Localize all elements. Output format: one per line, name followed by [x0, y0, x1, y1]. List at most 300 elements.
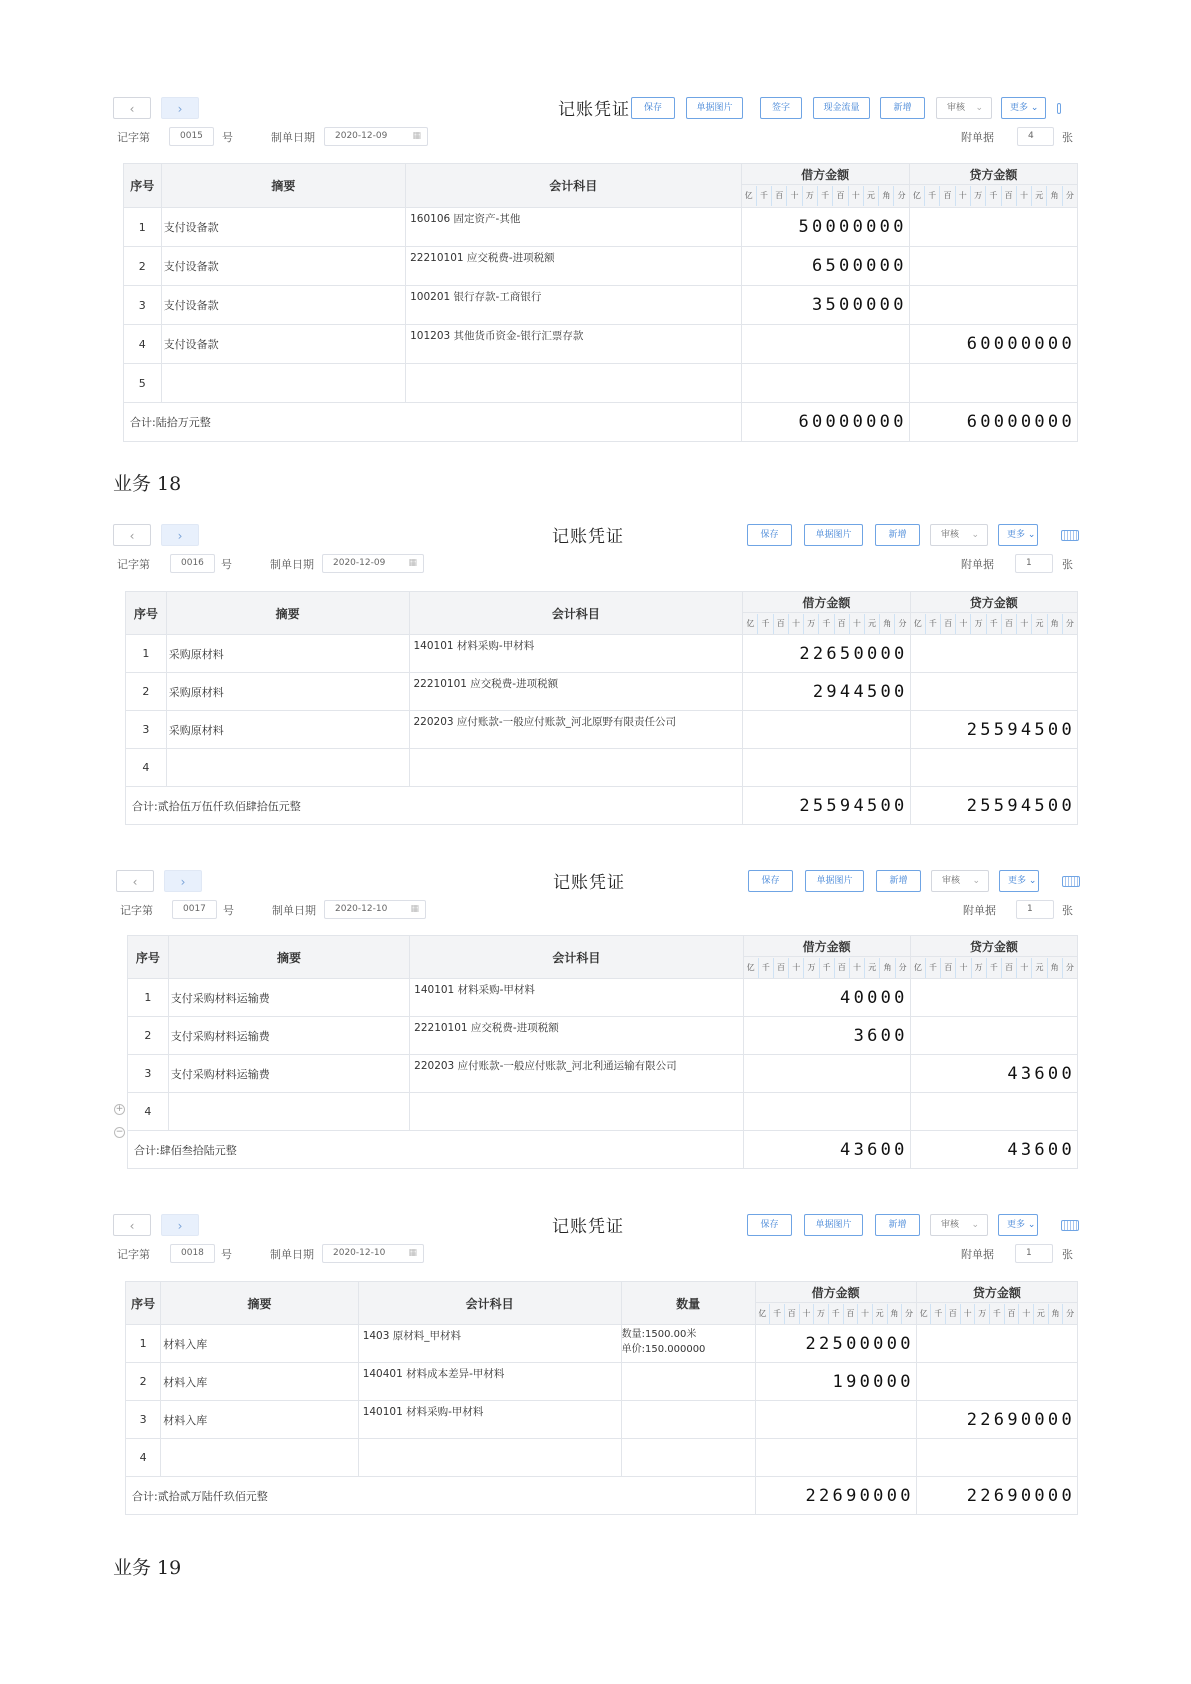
row-credit[interactable]: [910, 749, 1077, 787]
unit-label: 百: [832, 186, 847, 206]
sheets-label: 张: [1062, 131, 1073, 144]
date-label: 制单日期: [270, 1248, 314, 1261]
debit-header: 借方金额: [741, 164, 909, 185]
unit-label: 角: [1047, 958, 1062, 978]
voucher-word-label: 记字第: [117, 558, 150, 571]
row-debit[interactable]: 2944500: [743, 673, 910, 711]
voucher-0018: [113, 1210, 1080, 1266]
credit-header: 贷方金额: [910, 592, 1077, 613]
voucher-number-field[interactable]: 0015: [169, 127, 214, 146]
unit-label: 千: [828, 1304, 843, 1324]
account-header: 会计科目: [410, 936, 743, 979]
table-row[interactable]: [124, 364, 1078, 403]
attachments-field[interactable]: 1: [1016, 900, 1054, 919]
row-summary[interactable]: [161, 364, 406, 403]
receipt-image-button[interactable]: 单据图片: [686, 97, 743, 119]
review-select[interactable]: [931, 870, 989, 892]
seq-header: 序号: [126, 1282, 161, 1325]
row-debit[interactable]: 3500000: [741, 286, 909, 325]
more-button[interactable]: [998, 1214, 1038, 1236]
row-summary[interactable]: 材料入库: [161, 1363, 358, 1401]
total-credit-cell: 43600: [910, 1131, 1077, 1169]
save-button[interactable]: 保存: [748, 870, 793, 892]
row-credit[interactable]: [909, 364, 1077, 403]
remove-row-icon[interactable]: −: [115, 1127, 124, 1137]
voucher-0015: [113, 93, 1080, 149]
voucher-number-field[interactable]: 0017: [172, 900, 217, 919]
debit-unit-row: [755, 1303, 916, 1325]
row-summary[interactable]: 支付采购材料运输费: [168, 1055, 409, 1093]
row-debit[interactable]: 22500000: [755, 1325, 916, 1363]
voucher-toolbar: [116, 866, 1083, 898]
unit-label: 分: [1062, 1304, 1077, 1324]
voucher-table: [125, 1281, 1078, 1515]
business-label-18: 业务 18: [113, 473, 182, 495]
row-account[interactable]: 100201 银行存款-工商银行: [406, 286, 741, 325]
unit-labels: [756, 1304, 916, 1324]
table-row[interactable]: [124, 208, 1078, 247]
voucher-toolbar: [113, 1210, 1080, 1242]
row-account[interactable]: 22210101 应交税费-进项税额: [410, 1017, 743, 1055]
credit-unit-row: [910, 613, 1077, 635]
unit-label: 亿: [912, 191, 921, 200]
unit-label: 百: [939, 186, 954, 206]
more-label: 更多: [1008, 876, 1027, 886]
total-debit-cell: 25594500: [743, 787, 910, 825]
row-account[interactable]: 22210101 应交税费-进项税额: [409, 673, 743, 711]
date-value: 2020-12-10: [335, 904, 388, 914]
row-summary[interactable]: 材料入库: [161, 1401, 358, 1439]
next-button[interactable]: [161, 1214, 199, 1236]
credit-unit-row: [910, 957, 1077, 979]
unit-label: 百: [771, 186, 786, 206]
unit-label: 十: [799, 1304, 814, 1324]
unit-labels: [744, 958, 910, 978]
row-seq: 3: [128, 1055, 169, 1093]
row-quantity[interactable]: [621, 1439, 755, 1477]
chevron-left-icon: ‹: [129, 1219, 135, 1233]
row-summary[interactable]: 材料入库: [161, 1325, 358, 1363]
save-button[interactable]: 保存: [747, 524, 792, 546]
table-row[interactable]: [126, 1401, 1078, 1439]
row-account[interactable]: [409, 749, 743, 787]
row-credit[interactable]: [910, 635, 1077, 673]
total-debit-cell: 60000000: [741, 403, 909, 442]
table-row[interactable]: [126, 1439, 1078, 1477]
unit-label: 十: [1016, 186, 1031, 206]
date-label: 制单日期: [270, 558, 314, 571]
unit-label: 分: [893, 186, 908, 206]
save-button[interactable]: 保存: [747, 1214, 792, 1236]
voucher-title: 记账凭证: [553, 873, 625, 893]
date-value: 2020-12-10: [333, 1248, 386, 1258]
attachments-label: 附单据: [961, 558, 994, 571]
row-account[interactable]: 140101 材料采购-甲材料: [358, 1401, 621, 1439]
unit-label: 百: [945, 1304, 960, 1324]
review-select[interactable]: [936, 97, 992, 119]
unit-labels: [910, 186, 1077, 206]
unit-label: 分: [1062, 614, 1077, 634]
row-credit[interactable]: 60000000: [909, 325, 1077, 364]
table-row[interactable]: [126, 711, 1078, 749]
unit-label: 角: [879, 958, 894, 978]
calendar-icon: ▦: [408, 1248, 417, 1258]
attachments-label: 附单据: [961, 1248, 994, 1261]
unit-label: 千: [758, 958, 773, 978]
row-summary[interactable]: 支付设备款: [161, 286, 406, 325]
attachments-field[interactable]: 1: [1015, 1244, 1053, 1263]
table-row[interactable]: [124, 286, 1078, 325]
row-quantity[interactable]: [621, 1401, 755, 1439]
row-credit[interactable]: [909, 208, 1077, 247]
unit-label: 千: [757, 614, 772, 634]
unit-label: 元: [863, 186, 878, 206]
table-row[interactable]: [124, 325, 1078, 364]
unit-label: 万: [803, 958, 818, 978]
chevron-down-icon: ⌄: [1027, 530, 1036, 540]
row-debit[interactable]: [741, 325, 909, 364]
chevron-right-icon: ›: [177, 529, 183, 543]
next-button[interactable]: [164, 870, 202, 892]
unit-label: 十: [955, 614, 970, 634]
date-field[interactable]: [322, 554, 424, 573]
total-row: [128, 1131, 1078, 1169]
row-account[interactable]: 101203 其他货币资金-银行汇票存款: [406, 325, 741, 364]
row-summary[interactable]: 支付采购材料运输费: [168, 1017, 409, 1055]
row-summary[interactable]: 支付设备款: [161, 208, 406, 247]
row-quantity[interactable]: [621, 1363, 755, 1401]
date-label: 制单日期: [272, 904, 316, 917]
row-account[interactable]: 160106 固定资产-其他: [406, 208, 741, 247]
row-debit[interactable]: 3600: [743, 1017, 910, 1055]
unit-label: 万: [971, 958, 986, 978]
add-button[interactable]: 新增: [875, 1214, 920, 1236]
table-row[interactable]: [126, 749, 1078, 787]
row-account[interactable]: 140101 材料采购-甲材料: [410, 979, 743, 1017]
debit-unit-row: [743, 957, 910, 979]
table-row[interactable]: [126, 673, 1078, 711]
table-row[interactable]: [128, 1017, 1078, 1055]
voucher-title: 记账凭证: [558, 100, 630, 120]
chevron-down-icon: ⌄: [971, 1220, 979, 1230]
number-suffix-label: 号: [221, 558, 232, 571]
row-account[interactable]: 22210101 应交税费-进项税额: [406, 247, 741, 286]
calendar-icon: ▦: [410, 904, 419, 914]
prev-button[interactable]: [113, 1214, 151, 1236]
row-debit[interactable]: 190000: [755, 1363, 916, 1401]
row-summary[interactable]: 支付设备款: [161, 325, 406, 364]
row-credit[interactable]: [916, 1325, 1077, 1363]
summary-header: 摘要: [166, 592, 409, 635]
row-credit[interactable]: [909, 247, 1077, 286]
unit-label: 千: [989, 1304, 1004, 1324]
prev-button[interactable]: [113, 524, 151, 546]
row-debit[interactable]: [743, 711, 910, 749]
prev-button[interactable]: [116, 870, 154, 892]
row-summary[interactable]: 采购原材料: [166, 673, 409, 711]
row-seq: 2: [128, 1017, 169, 1055]
row-seq: 1: [124, 208, 162, 247]
unit-label: 十: [955, 958, 970, 978]
voucher-info-bar: [113, 1242, 1080, 1266]
total-text: 合计:贰拾贰万陆仟玖佰元整: [126, 1477, 756, 1515]
row-account[interactable]: 1403 原材料_甲材料: [358, 1325, 621, 1363]
row-account[interactable]: [406, 364, 741, 403]
account-header: 会计科目: [358, 1282, 621, 1325]
chevron-down-icon: ⌄: [972, 876, 980, 886]
chevron-right-icon: ›: [177, 1219, 183, 1233]
calendar-icon: ▦: [412, 131, 421, 141]
unit-label: 亿: [744, 191, 753, 200]
chevron-down-icon: ⌄: [1027, 1220, 1036, 1230]
total-row: [126, 787, 1078, 825]
table-row[interactable]: [126, 635, 1078, 673]
date-field[interactable]: [324, 127, 428, 146]
unit-label: 千: [819, 958, 834, 978]
unit-label: 元: [1031, 186, 1046, 206]
unit-label: 千: [818, 614, 833, 634]
unit-labels: [911, 614, 1077, 634]
unit-labels: [911, 958, 1077, 978]
unit-label: 亿: [746, 618, 755, 628]
row-seq: 5: [124, 364, 162, 403]
row-account[interactable]: 140401 材料成本差异-甲材料: [358, 1363, 621, 1401]
row-account[interactable]: 220203 应付账款-一般应付账款_河北原野有限责任公司: [409, 711, 743, 749]
unit-label: 千: [769, 1304, 784, 1324]
row-debit[interactable]: 22650000: [743, 635, 910, 673]
credit-unit-row: [916, 1303, 1077, 1325]
credit-unit-row: [909, 185, 1077, 208]
total-row: [126, 1477, 1078, 1515]
debit-unit-row: [743, 613, 910, 635]
table-row[interactable]: [124, 247, 1078, 286]
attachments-label: 附单据: [963, 904, 996, 917]
row-summary[interactable]: [166, 749, 409, 787]
credit-header: 贷方金额: [910, 936, 1077, 957]
summary-header: 摘要: [161, 1282, 358, 1325]
unit-label: 亿: [746, 962, 755, 972]
row-debit[interactable]: 40000: [743, 979, 910, 1017]
table-row[interactable]: [128, 1055, 1078, 1093]
keyboard-icon[interactable]: [1057, 103, 1061, 114]
row-account[interactable]: [358, 1439, 621, 1477]
total-debit-cell: 22690000: [755, 1477, 916, 1515]
account-header: 会计科目: [406, 164, 741, 208]
row-credit[interactable]: [910, 1017, 1077, 1055]
chevron-right-icon: ›: [180, 875, 186, 889]
row-credit[interactable]: [916, 1363, 1077, 1401]
row-credit[interactable]: [910, 1093, 1077, 1131]
unit-label: 百: [940, 958, 955, 978]
unit-label: 万: [974, 1304, 989, 1324]
table-row[interactable]: [128, 979, 1078, 1017]
quantity-line: 数量:1500.00米: [621, 1329, 697, 1340]
row-debit[interactable]: [743, 1093, 910, 1131]
debit-header: 借方金额: [743, 592, 910, 613]
unit-label: 十: [857, 1304, 872, 1324]
voucher-table: [127, 935, 1078, 1169]
receipt-image-button[interactable]: 单据图片: [804, 1214, 863, 1236]
row-debit[interactable]: [743, 1055, 910, 1093]
row-debit[interactable]: [755, 1401, 916, 1439]
row-debit[interactable]: [741, 364, 909, 403]
voucher-toolbar: [113, 93, 1080, 125]
row-credit[interactable]: [910, 979, 1077, 1017]
attachments-field[interactable]: 1: [1015, 554, 1053, 573]
date-field[interactable]: [324, 900, 426, 919]
unit-label: 角: [1046, 186, 1061, 206]
keyboard-icon[interactable]: [1062, 876, 1080, 887]
row-account[interactable]: 140101 材料采购-甲材料: [409, 635, 743, 673]
account-header: 会计科目: [409, 592, 743, 635]
total-debit-cell: 43600: [743, 1131, 910, 1169]
voucher-0017: [116, 866, 1083, 922]
unit-label: 元: [872, 1304, 887, 1324]
unit-labels: [742, 186, 909, 206]
row-quantity[interactable]: [621, 1325, 755, 1363]
chevron-right-icon: ›: [177, 102, 183, 116]
table-row[interactable]: [126, 1363, 1078, 1401]
unit-label: 百: [940, 614, 955, 634]
voucher-number-field[interactable]: 0016: [170, 554, 215, 573]
more-button[interactable]: [998, 524, 1038, 546]
voucher-word-label: 记字第: [120, 904, 153, 917]
more-label: 更多: [1007, 530, 1026, 540]
add-button[interactable]: 新增: [875, 524, 920, 546]
row-seq: 4: [128, 1093, 169, 1131]
row-credit[interactable]: [910, 673, 1077, 711]
row-summary[interactable]: [161, 1439, 358, 1477]
keyboard-icon[interactable]: [1061, 1220, 1079, 1231]
voucher-info-bar: [113, 552, 1080, 576]
review-select[interactable]: [930, 1214, 988, 1236]
row-summary[interactable]: 采购原材料: [166, 711, 409, 749]
unit-label: 千: [756, 186, 771, 206]
date-label: 制单日期: [271, 131, 315, 144]
unit-label: 元: [1031, 958, 1046, 978]
total-text: 合计:陆拾万元整: [124, 403, 742, 442]
chevron-down-icon: ⌄: [971, 530, 979, 540]
voucher-toolbar: [113, 520, 1080, 552]
row-credit[interactable]: [909, 286, 1077, 325]
total-row: [124, 403, 1078, 442]
next-button[interactable]: [161, 97, 199, 119]
unit-label: 百: [1001, 186, 1016, 206]
review-select-value: 审核: [942, 876, 961, 886]
add-button[interactable]: 新增: [880, 97, 925, 119]
chevron-down-icon: ⌄: [1030, 103, 1039, 113]
row-credit[interactable]: 22690000: [916, 1401, 1077, 1439]
row-summary[interactable]: [168, 1093, 409, 1131]
row-summary[interactable]: 采购原材料: [166, 635, 409, 673]
row-credit[interactable]: [916, 1439, 1077, 1477]
row-debit[interactable]: [743, 749, 910, 787]
cash-flow-button[interactable]: 现金流量: [813, 97, 870, 119]
more-label: 更多: [1007, 1220, 1026, 1230]
business-label-19: 业务 19: [113, 1557, 182, 1579]
review-select-value: 审核: [941, 1220, 960, 1230]
summary-header: 摘要: [161, 164, 406, 208]
debit-header: 借方金额: [743, 936, 910, 957]
unit-label: 角: [1048, 1304, 1063, 1324]
sign-button[interactable]: 签字: [760, 97, 802, 119]
unit-label: 十: [849, 614, 864, 634]
keyboard-icon[interactable]: [1061, 530, 1079, 541]
unit-label: 万: [813, 1304, 828, 1324]
unit-label: 亿: [913, 618, 922, 628]
receipt-image-button[interactable]: 单据图片: [805, 870, 864, 892]
unit-label: 元: [864, 958, 879, 978]
voucher-number-field[interactable]: 0018: [170, 1244, 215, 1263]
table-row[interactable]: [128, 1093, 1078, 1131]
credit-header: 贷方金额: [909, 164, 1077, 185]
unit-label: 千: [986, 614, 1001, 634]
prev-button[interactable]: [113, 97, 151, 119]
unit-label: 万: [803, 614, 818, 634]
unit-label: 十: [849, 958, 864, 978]
more-button[interactable]: [999, 870, 1039, 892]
number-suffix-label: 号: [221, 1248, 232, 1261]
voucher-info-bar: [116, 898, 1083, 922]
row-summary[interactable]: 支付设备款: [161, 247, 406, 286]
unit-label: 十: [848, 186, 863, 206]
attachments-label: 附单据: [961, 131, 994, 144]
row-debit[interactable]: 50000000: [741, 208, 909, 247]
row-credit[interactable]: 25594500: [910, 711, 1077, 749]
sheets-label: 张: [1062, 904, 1073, 917]
row-debit[interactable]: 6500000: [741, 247, 909, 286]
sheets-label: 张: [1062, 1248, 1073, 1261]
row-seq: 1: [128, 979, 169, 1017]
quantity-header: 数量: [621, 1282, 755, 1325]
unit-label: 百: [834, 958, 849, 978]
debit-header: 借方金额: [755, 1282, 916, 1303]
row-account[interactable]: [410, 1093, 743, 1131]
unit-label: 元: [1031, 614, 1046, 634]
row-summary[interactable]: 支付采购材料运输费: [168, 979, 409, 1017]
next-button[interactable]: [161, 524, 199, 546]
unit-label: 千: [925, 958, 940, 978]
unit-label: 亿: [758, 1308, 767, 1318]
save-button[interactable]: 保存: [631, 97, 675, 119]
voucher-table: [125, 591, 1078, 825]
row-credit[interactable]: 43600: [910, 1055, 1077, 1093]
seq-header: 序号: [124, 164, 162, 208]
unit-label: 十: [1016, 614, 1031, 634]
table-row[interactable]: [126, 1325, 1078, 1363]
calendar-icon: ▦: [408, 558, 417, 568]
unit-label: 十: [1018, 1304, 1033, 1324]
row-debit[interactable]: [755, 1439, 916, 1477]
unit-label: 百: [843, 1304, 858, 1324]
unit-label: 百: [1001, 958, 1016, 978]
review-select[interactable]: [930, 524, 988, 546]
total-credit-cell: 60000000: [909, 403, 1077, 442]
date-field[interactable]: [322, 1244, 424, 1263]
voucher-title: 记账凭证: [552, 1217, 624, 1237]
voucher-word-label: 记字第: [117, 131, 150, 144]
row-account[interactable]: 220203 应付账款-一般应付账款_河北利通运输有限公司: [410, 1055, 743, 1093]
attachments-field[interactable]: 4: [1017, 127, 1054, 146]
receipt-image-button[interactable]: 单据图片: [804, 524, 863, 546]
row-seq: 1: [126, 635, 167, 673]
unit-label: 百: [834, 614, 849, 634]
add-row-icon[interactable]: +: [115, 1104, 124, 1114]
more-button[interactable]: [1001, 97, 1046, 119]
voucher-0016: [113, 520, 1080, 576]
add-button[interactable]: 新增: [876, 870, 921, 892]
summary-header: 摘要: [168, 936, 409, 979]
